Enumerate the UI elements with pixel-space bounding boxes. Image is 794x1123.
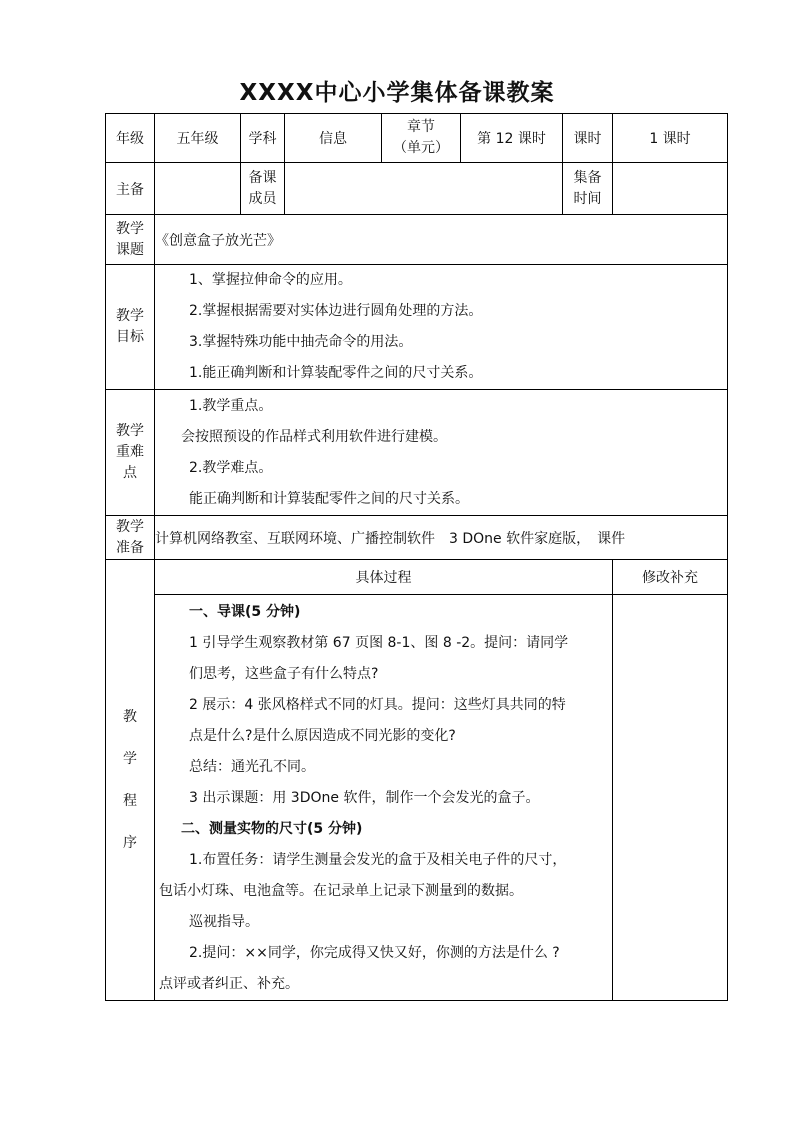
key-point-item: 会按照预设的作品样式利用软件进行建模。	[181, 428, 447, 445]
procedure-label-char: 教	[123, 709, 137, 725]
time-value	[613, 163, 728, 215]
goal-item: 2.掌握根据需要对实体边进行圆角处理的方法。	[189, 303, 483, 319]
process-line: 二、测量实物的尺寸(5 分钟)	[181, 821, 363, 837]
process-line: 一、导课(5 分钟)	[189, 604, 301, 620]
chapter-label-line-1: 章节	[407, 119, 435, 135]
process-line: 2.提问：××同学，你完成得又快又好，你测的方法是什么 ?	[189, 945, 560, 961]
topic-row	[106, 215, 728, 265]
key-point-item: 1.教学重点。	[189, 397, 273, 414]
topic-label	[106, 215, 155, 265]
grade-value: 五年级	[155, 114, 241, 163]
notes-header: 修改补充	[613, 560, 728, 595]
chapter-label-line-2: （单元）	[393, 140, 449, 156]
goals-label-line-2: 目标	[116, 329, 144, 345]
members-value	[285, 163, 563, 215]
process-line: 1 引导学生观察教材第 67 页图 8-1、图 8 -2。提问：请同学	[189, 635, 569, 651]
process-line: 们思考，这些盒子有什么特点?	[189, 666, 379, 682]
preparation-label-line-2: 准备	[116, 539, 144, 556]
members-label-line-2: 成员	[248, 190, 277, 207]
lead-value	[155, 163, 241, 215]
preparation-row	[106, 516, 728, 560]
process-line: 点评或者纠正、补充。	[159, 976, 299, 992]
lead-label: 主备	[106, 163, 155, 215]
key-points-content	[155, 390, 728, 516]
goal-item: 1、掌握拉伸命令的应用。	[189, 272, 352, 288]
process-line: 包话小灯珠、电池盒等。在记录单上记录下测量到的数据。	[159, 883, 523, 899]
period-value: 1 课时	[613, 114, 728, 163]
procedure-label-char: 序	[123, 835, 137, 851]
procedure-label	[106, 560, 155, 1001]
process-line: 点是什么?是什么原因造成不同光影的变化?	[189, 728, 456, 744]
procedure-label-char: 程	[123, 793, 137, 809]
topic-label-line-2: 课题	[116, 241, 144, 258]
grade-label: 年级	[106, 114, 155, 163]
goals-label-line-1: 教学	[116, 308, 144, 324]
period-label: 课时	[563, 114, 613, 163]
process-header: 具体过程	[155, 560, 613, 595]
topic-value: 《创意盒子放光芒》	[155, 215, 728, 265]
procedure-header-row	[106, 560, 728, 595]
preparation-label-line-1: 教学	[116, 518, 144, 535]
goal-item: 3.掌握特殊功能中抽壳命令的用法。	[189, 334, 413, 350]
time-label-line-2: 时间	[573, 190, 602, 207]
key-points-label-line-2: 重难	[116, 444, 144, 460]
prep-row	[106, 163, 728, 215]
time-label-line-1: 集备	[573, 169, 602, 186]
procedure-body-row	[106, 595, 728, 1001]
process-line: 巡视指导。	[189, 914, 259, 930]
notes-content	[613, 595, 728, 1001]
preparation-value: 计算机网络教室、互联网环境、广播控制软件 3 DOne 软件家庭版， 课件	[155, 516, 728, 560]
chapter-value: 第 12 课时	[461, 114, 563, 163]
process-line: 总结：通光孔不同。	[189, 759, 315, 775]
key-points-label	[106, 390, 155, 516]
subject-value: 信息	[285, 114, 382, 163]
topic-label-line-1: 教学	[116, 220, 144, 237]
process-line: 1.布置任务：请学生测量会发光的盒于及相关电子件的尺寸，	[189, 852, 567, 868]
chapter-label	[382, 114, 461, 163]
members-label-line-1: 备课	[248, 169, 277, 186]
goal-item: 1.能正确判断和计算装配零件之间的尺寸关系。	[189, 365, 483, 381]
goals-label	[106, 265, 155, 390]
preparation-label	[106, 516, 155, 560]
key-points-row	[106, 390, 728, 516]
key-points-label-line-3: 点	[123, 465, 137, 481]
header-row	[106, 114, 728, 163]
time-label	[563, 163, 613, 215]
process-line: 2 展示：4 张风格样式不同的灯具。提问：这些灯具共同的特	[189, 697, 566, 713]
procedure-label-char: 学	[123, 751, 137, 767]
key-points-label-line-1: 教学	[116, 423, 144, 439]
page-title: XXXX中心小学集体备课教案	[239, 80, 555, 106]
goals-row	[106, 265, 728, 390]
key-point-item: 能正确判断和计算装配零件之间的尺寸关系。	[189, 490, 469, 507]
key-point-item: 2.教学难点。	[189, 459, 273, 476]
goals-content	[155, 265, 728, 390]
lesson-plan-table	[105, 113, 728, 1001]
subject-label: 学科	[241, 114, 285, 163]
process-line: 3 出示课题：用 3DOne 软件，制作一个会发光的盒子。	[189, 790, 540, 806]
members-label	[241, 163, 285, 215]
process-content	[155, 595, 613, 1001]
